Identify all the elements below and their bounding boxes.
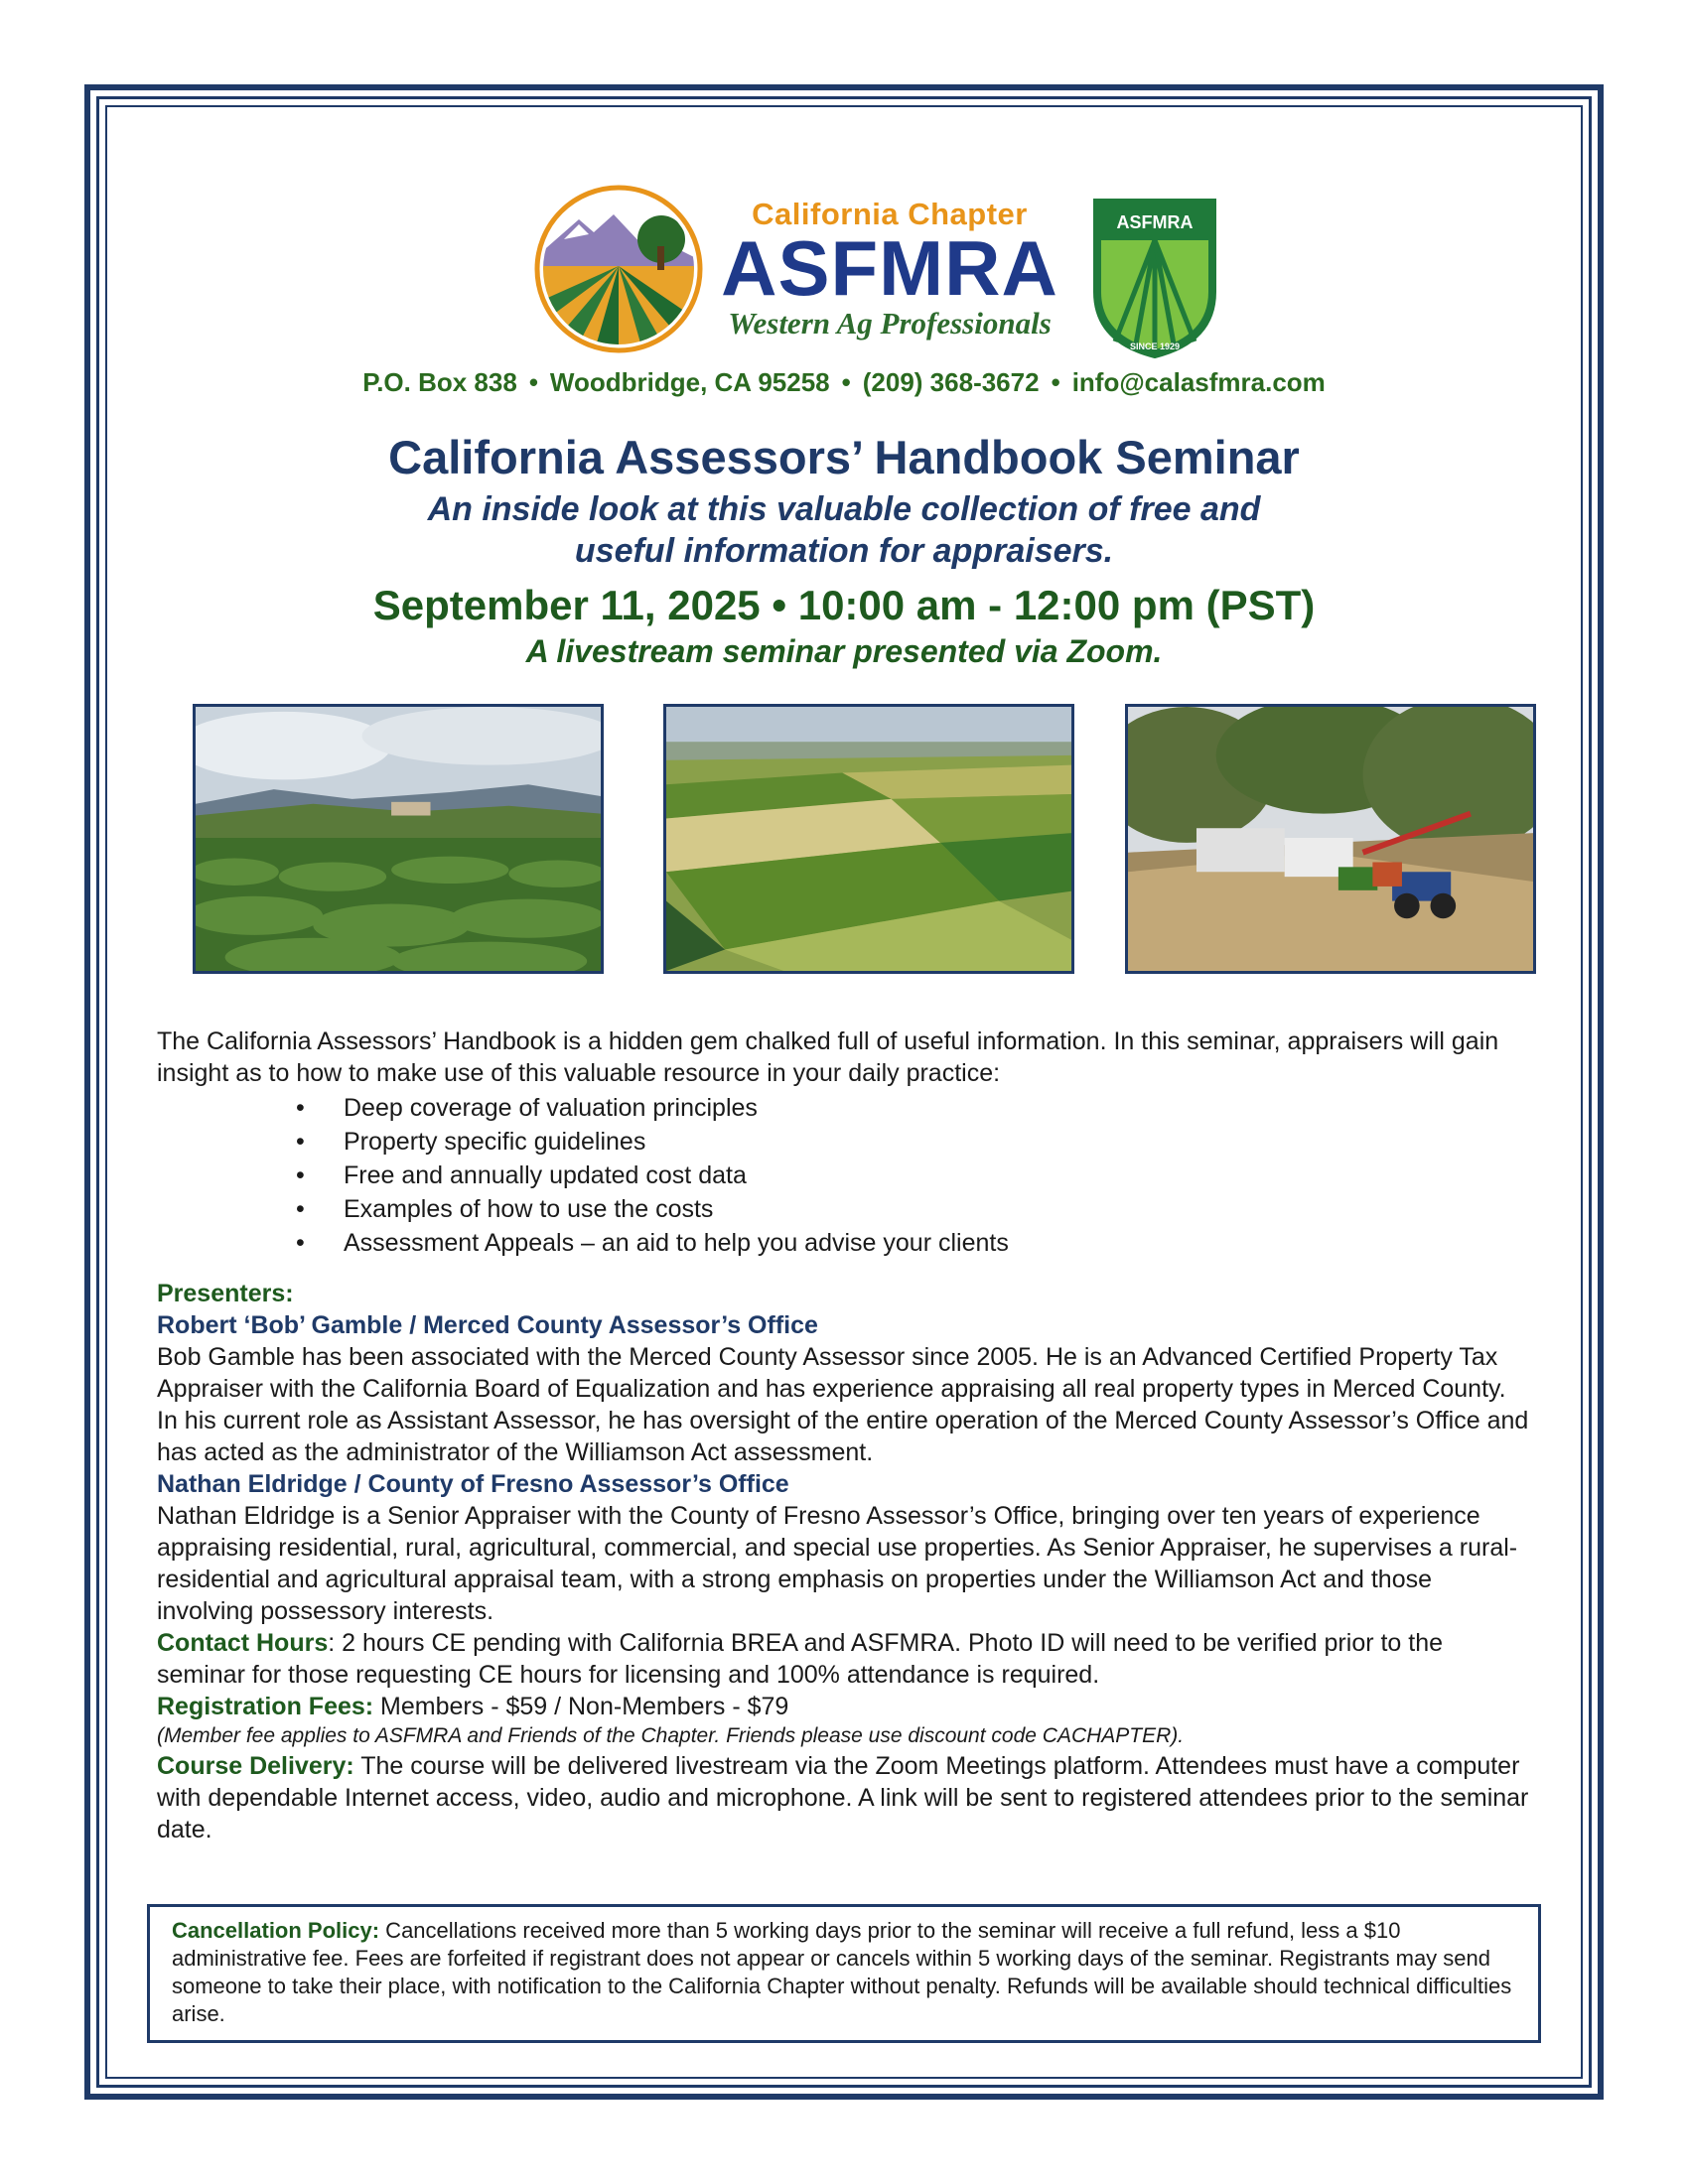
event-title: California Assessors’ Handbook Seminar	[388, 431, 1300, 483]
aerial-farmland-photo	[663, 704, 1074, 974]
header-logos	[107, 185, 1581, 373]
topic-list	[157, 1091, 1531, 1260]
topic-item: • Deep coverage of valuation principles	[296, 1091, 1531, 1125]
presenter-bio: Bob Gamble has been associated with the Merced County Assessor since 2005. He is an Advanced Certified Property Tax Appraiser with the California Board of Equalization and has experience appraising all real property types in Merced County. In his current role as Assistant Assessor, he has oversight of the entire operation of the Merced County Assessor’s Office and has acted as the administrator of the Williamson Act assessment.	[157, 1343, 1529, 1466]
contact-hours-text: : 2 hours CE pending with California BREA and ASFMRA. Photo ID will need to be verified prior to the seminar for those requesting CE hours for licensing and 100% attendance is required.	[157, 1629, 1444, 1689]
fees-note: (Member fee applies to ASFMRA and Friends of the Chapter. Friends please use discount code CACHAPTER).	[157, 1724, 1185, 1747]
contact-separator: •	[841, 367, 851, 397]
shield-top-text: ASFMRA	[1116, 212, 1194, 232]
wordmark-tagline: Western Ag Professionals	[728, 306, 1052, 341]
delivery-section	[157, 1750, 1531, 1845]
contact-separator: •	[1051, 367, 1060, 397]
delivery-text: The course will be delivered livestream via the Zoom Meetings platform. Attendees must have a computer with dependable Internet access, video, audio and microphone. A link will be sent to registered attendees prior to the seminar date.	[157, 1752, 1529, 1843]
asfmra-shield-logo	[1085, 193, 1224, 359]
topic-item: • Examples of how to use the costs	[296, 1192, 1531, 1226]
wordmark-org: ASFMRA	[721, 224, 1058, 312]
orchard-harvest-photo	[1125, 704, 1536, 974]
topic-item: • Free and annually updated cost data	[296, 1159, 1531, 1192]
topic-item: • Property specific guidelines	[296, 1125, 1531, 1159]
cancellation-policy-box	[147, 1904, 1541, 2043]
fees-label: Registration Fees:	[157, 1693, 374, 1720]
cancellation-label: Cancellation Policy:	[172, 1918, 380, 1943]
chapter-wordmark	[711, 197, 1068, 341]
page-border	[84, 84, 1604, 2100]
contact-email[interactable]: info@calasfmra.com	[1071, 367, 1326, 397]
event-subtitle-line1: An inside look at this valuable collection of free and	[427, 490, 1261, 528]
event-format: A livestream seminar presented via Zoom.	[525, 633, 1163, 669]
page-border-inner	[96, 96, 1592, 2088]
contact-hours-section	[157, 1627, 1531, 1691]
contact-address: P.O. Box 838	[362, 367, 517, 397]
shield-bottom-text: SINCE 1929	[1129, 341, 1181, 351]
presenter-bio: Nathan Eldridge is a Senior Appraiser with the County of Fresno Assessor’s Office, bringing over ten years of experience appraising residential, rural, agricultural, commercial, and special use properties. As Senior Appraiser, he supervises a rural-residential and agricultural appraisal team, with a strong emphasis on properties under the Williamson Act and those involving possessory interests.	[157, 1502, 1518, 1625]
chapter-round-logo	[534, 185, 703, 353]
page-content	[105, 105, 1583, 2079]
event-subtitle	[107, 488, 1581, 572]
presenters-section	[157, 1278, 1531, 1627]
fees-text: Members - $59 / Non-Members - $79	[373, 1693, 789, 1720]
contact-hours-label: Contact Hours	[157, 1629, 329, 1657]
cancellation-text: Cancellations received more than 5 working days prior to the seminar will receive a full refund, less a $10 administrative fee. Fees are forfeited if registrant does not appear or cancels within 5 working days of the seminar. Registrants may send someone to take their place, with notification to the California Chapter without penalty. Refunds will be available should technical difficulties arise.	[172, 1918, 1512, 2026]
presenter-name: Nathan Eldridge / County of Fresno Assessor’s Office	[157, 1470, 789, 1498]
fees-section	[157, 1691, 1531, 1722]
event-subtitle-line2: useful information for appraisers.	[574, 532, 1114, 570]
vineyard-photo	[193, 704, 604, 974]
contact-separator: •	[528, 367, 538, 397]
intro-text: The California Assessors’ Handbook is a hidden gem chalked full of useful information. In this seminar, appraisers will gain insight as to how to make use of this valuable resource in your daily practice:	[157, 1027, 1499, 1087]
seminar-body	[157, 1025, 1531, 1845]
contact-line	[107, 367, 1581, 398]
presenter-name: Robert ‘Bob’ Gamble / Merced County Assessor’s Office	[157, 1311, 818, 1339]
contact-phone: (209) 368-3672	[862, 367, 1040, 397]
topic-item: • Assessment Appeals – an aid to help you advise your clients	[296, 1226, 1531, 1260]
event-date-time: September 11, 2025 • 10:00 am - 12:00 pm (PST)	[372, 582, 1316, 628]
presenters-heading: Presenters:	[157, 1280, 294, 1307]
contact-city: Woodbridge, CA 95258	[549, 367, 830, 397]
wordmark-chapter: California Chapter	[752, 197, 1028, 231]
delivery-label: Course Delivery:	[157, 1752, 354, 1780]
